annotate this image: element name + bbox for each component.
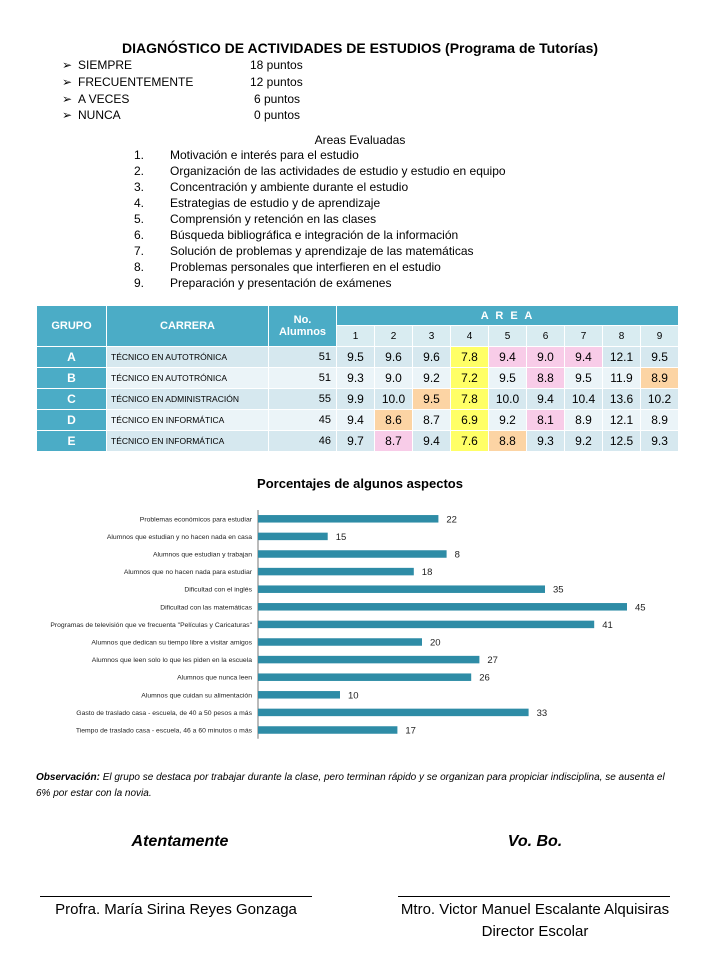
area-score-cell: 8.8 [489,431,527,452]
area-item: 3. Concentración y ambiente durante el estudio [134,180,409,194]
area-number: 7 [565,326,603,347]
area-score-cell: 8.8 [527,368,565,389]
group-cell: E [37,431,107,452]
category-label: Alumnos que dedican su tiempo libre a visitar amigos [91,639,252,647]
arrow-bullet-icon: ➢ [62,92,73,106]
bar [258,568,414,576]
area-score-cell: 9.7 [337,431,375,452]
area-number: 6 [527,326,565,347]
area-score-cell: 9.0 [375,368,413,389]
area-score-cell: 9.4 [489,347,527,368]
area-number: 1 [337,326,375,347]
area-score-cell: 9.3 [641,431,679,452]
group-cell: A [37,347,107,368]
group-cell: C [37,389,107,410]
area-score-cell: 9.4 [527,389,565,410]
area-score-cell: 13.6 [603,389,641,410]
area-number: 2 [375,326,413,347]
director-role: Director Escolar [481,923,589,940]
area-score-cell: 7.2 [451,368,489,389]
area-number: 4 [451,326,489,347]
students-cell: 46 [269,431,337,452]
area-score-cell: 9.4 [337,410,375,431]
area-score-cell: 10.2 [641,389,679,410]
area-score-cell: 9.3 [337,368,375,389]
category-label: Alumnos que nunca leen [177,674,252,682]
data-label: 26 [479,672,490,684]
table-row [37,431,679,452]
area-score-cell: 10.4 [565,389,603,410]
area-item: 4. Estrategias de estudio y de aprendizaje [134,196,381,210]
scale-item: ➢ FRECUENTEMENTE 12 puntos [62,75,303,89]
bar [258,621,594,629]
bar [258,726,397,734]
area-score-cell: 8.9 [641,368,679,389]
category-label: Gasto de traslado casa - escuela, de 40 a 50 pesos a más [76,709,252,717]
category-label: Alumnos que estudian y no hacen nada en casa [106,533,252,541]
career-cell: TÉCNICO EN AUTOTRÓNICA [107,347,269,368]
students-cell: 55 [269,389,337,410]
data-label: 33 [536,707,548,719]
header-carrera: CARRERA [107,306,269,347]
observation-label: Observación: [36,772,100,783]
data-label: 18 [421,567,433,579]
header-area: A R E A [337,306,679,326]
data-label: 20 [430,637,441,649]
area-score-cell: 9.2 [565,431,603,452]
scale-item: ➢ A VECES 6 puntos [62,92,301,106]
category-label: Alumnos que cuidan su alimentación [141,692,252,700]
area-score-cell: 12.1 [603,410,641,431]
bar [258,515,438,523]
data-label: 17 [405,725,416,737]
data-label: 22 [446,514,457,526]
area-number: 5 [489,326,527,347]
bar [258,603,627,611]
data-label: 15 [335,531,347,543]
area-score-cell: 8.9 [641,410,679,431]
category-label: Dificultad con las matemáticas [160,604,252,612]
header-grupo: GRUPO [37,306,107,347]
area-score-cell: 12.1 [603,347,641,368]
area-score-cell: 8.6 [375,410,413,431]
students-cell: 51 [269,347,337,368]
students-cell: 45 [269,410,337,431]
career-cell: TÉCNICO EN INFORMÁTICA [107,431,269,452]
area-number: 9 [641,326,679,347]
data-label: 27 [487,655,498,667]
area-score-cell: 8.7 [375,431,413,452]
area-score-cell: 8.7 [413,410,451,431]
scale-item: ➢ NUNCA 0 puntos [62,108,301,122]
results-table-body [37,347,679,452]
data-label: 35 [553,584,564,596]
area-score-cell: 9.2 [413,368,451,389]
signature-line-left [40,896,312,897]
area-score-cell: 9.5 [565,368,603,389]
category-label: Programas de televisión que ve frecuenta "Películas y Caricaturas" [50,621,252,629]
observation-text: El grupo se destaca por trabajar durante la clase, pero terminan rápido y se organizan para propiciar indisciplina, se ausenta el 6% por estar con la novia. [36,772,665,799]
data-label: 8 [454,549,460,561]
tutor-name: Profra. María Sirina Reyes Gonzaga [55,901,297,918]
career-cell: TÉCNICO EN AUTOTRÓNICA [107,368,269,389]
area-score-cell: 9.0 [527,347,565,368]
area-item: 9. Preparación y presentación de exámenes [134,276,392,290]
career-cell: TÉCNICO EN INFORMÁTICA [107,410,269,431]
chart-title: Porcentajes de algunos aspectos [257,476,463,491]
area-score-cell: 9.5 [337,347,375,368]
bar [258,550,447,558]
area-item: 6. Búsqueda bibliográfica e integración de la información [134,228,459,242]
arrow-bullet-icon: ➢ [62,58,73,72]
arrow-bullet-icon: ➢ [62,75,73,89]
table-row [37,368,679,389]
areas-title: Areas Evaluadas [314,133,406,147]
bar [258,691,340,699]
area-score-cell: 10.0 [375,389,413,410]
area-score-cell: 10.0 [489,389,527,410]
area-score-cell: 9.3 [527,431,565,452]
area-number: 8 [603,326,641,347]
data-label: 10 [348,690,359,702]
area-score-cell: 11.9 [603,368,641,389]
closing-heading: Atentamente [131,833,229,850]
category-label: Alumnos que estudian y trabajan [153,551,252,559]
area-score-cell: 9.9 [337,389,375,410]
category-label: Problemas económicos para estudiar [139,516,252,524]
approval-heading: Vo. Bo. [507,833,563,850]
table-row [37,410,679,431]
category-label: Tiempo de traslado casa - escuela, 46 a 60 minutos o más [75,727,252,735]
area-score-cell: 9.5 [489,368,527,389]
group-cell: B [37,368,107,389]
data-label: 41 [602,619,613,631]
area-score-cell: 9.6 [375,347,413,368]
area-score-cell: 9.4 [413,431,451,452]
area-score-cell: 8.9 [565,410,603,431]
page-title: DIAGNÓSTICO DE ACTIVIDADES DE ESTUDIOS (Programa de Tutorías) [121,40,599,56]
area-score-cell: 9.2 [489,410,527,431]
bar-chart [0,500,720,745]
bar [258,638,422,646]
area-item: 7. Solución de problemas y aprendizaje de las matemáticas [134,244,474,258]
data-label: 45 [635,602,646,614]
table-row [37,389,679,410]
career-cell: TÉCNICO EN ADMINISTRACIÓN [107,389,269,410]
signature-line-right [398,896,670,897]
area-score-cell: 9.4 [565,347,603,368]
category-label: Alumnos que no hacen nada para estudiar [123,569,252,577]
header-alumnos: No. Alumnos [269,306,337,347]
bar [258,585,545,593]
bar [258,709,529,717]
area-item: 5. Comprensión y retención en las clases [134,212,377,226]
area-item: 8. Problemas personales que interfieren en el estudio [134,260,441,274]
group-cell: D [37,410,107,431]
area-item: 2. Organización de las actividades de estudio y estudio en equipo [134,164,506,178]
category-label: Dificultad con el inglés [184,586,252,594]
area-score-cell: 9.5 [641,347,679,368]
area-score-cell: 9.5 [413,389,451,410]
observation [36,770,676,802]
area-number: 3 [413,326,451,347]
area-score-cell: 12.5 [603,431,641,452]
results-table [36,305,679,452]
area-score-cell: 7.8 [451,389,489,410]
bar [258,533,328,541]
area-score-cell: 7.6 [451,431,489,452]
area-score-cell: 9.6 [413,347,451,368]
students-cell: 51 [269,368,337,389]
area-score-cell: 7.8 [451,347,489,368]
bar [258,673,471,681]
area-score-cell: 8.1 [527,410,565,431]
category-label: Alumnos que leen solo lo que les piden en la escuela [91,657,252,665]
area-item: 1. Motivación e interés para el estudio [134,148,359,162]
arrow-bullet-icon: ➢ [62,108,73,122]
bar [258,656,479,664]
scale-item: ➢ SIEMPRE 18 puntos [62,58,303,72]
director-name: Mtro. Victor Manuel Escalante Alquisiras [400,901,670,918]
area-score-cell: 6.9 [451,410,489,431]
table-row [37,347,679,368]
